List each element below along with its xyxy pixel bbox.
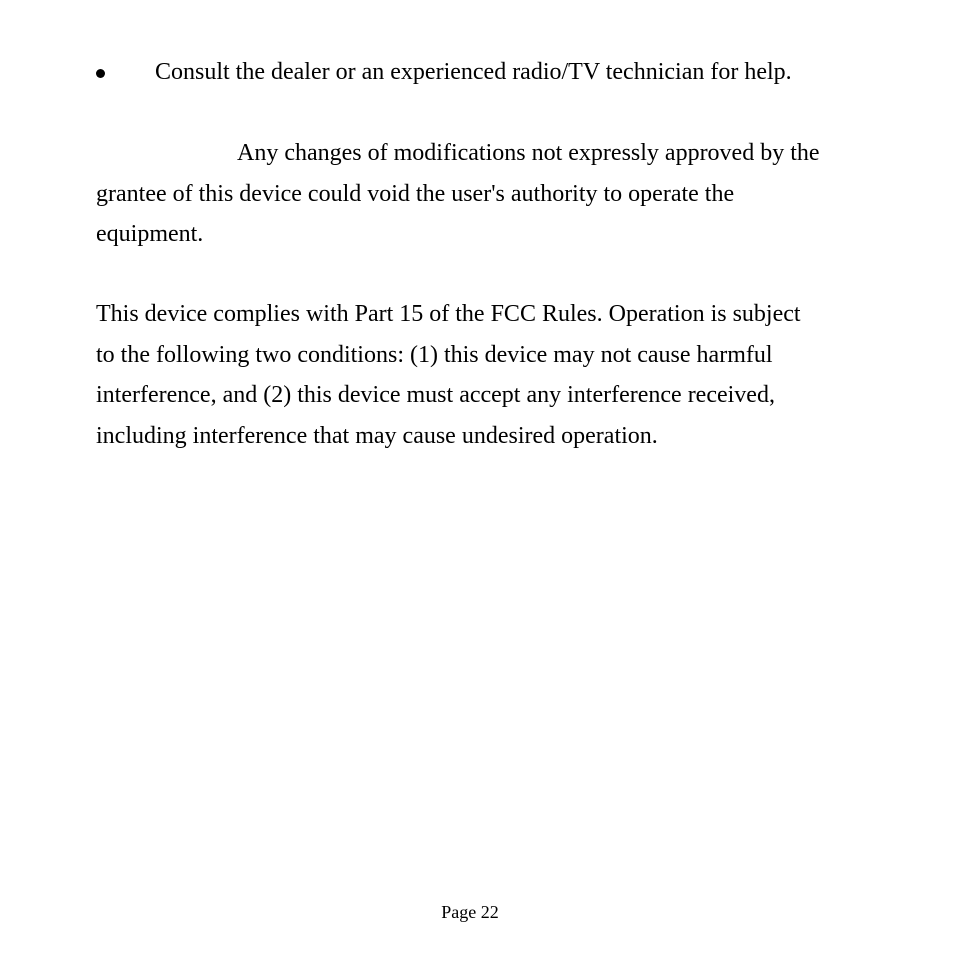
paragraph-line: to the following two conditions: (1) this device may not cause harmful: [96, 341, 773, 368]
paragraph-line: grantee of this device could void the user's authority to operate the: [96, 180, 735, 207]
bullet-dot-icon: [96, 69, 105, 78]
paragraph-line: including interference that may cause undesired operation.: [96, 422, 658, 449]
paragraph-line: interference, and (2) this device must accept any interference received,: [96, 382, 775, 408]
bullet-item-text: Consult the dealer or an experienced radio/TV technician for help.: [155, 59, 792, 85]
paragraph-line: equipment.: [96, 221, 204, 247]
page-number: Page 22: [441, 902, 499, 922]
paragraph-line: This device complies with Part 15 of the FCC Rules. Operation is subject: [96, 301, 801, 327]
paragraph-line: Any changes of modifications not expressly approved by the: [237, 140, 820, 166]
fcc-compliance-paragraph: [96, 294, 896, 456]
modification-warning-paragraph: [96, 133, 896, 255]
